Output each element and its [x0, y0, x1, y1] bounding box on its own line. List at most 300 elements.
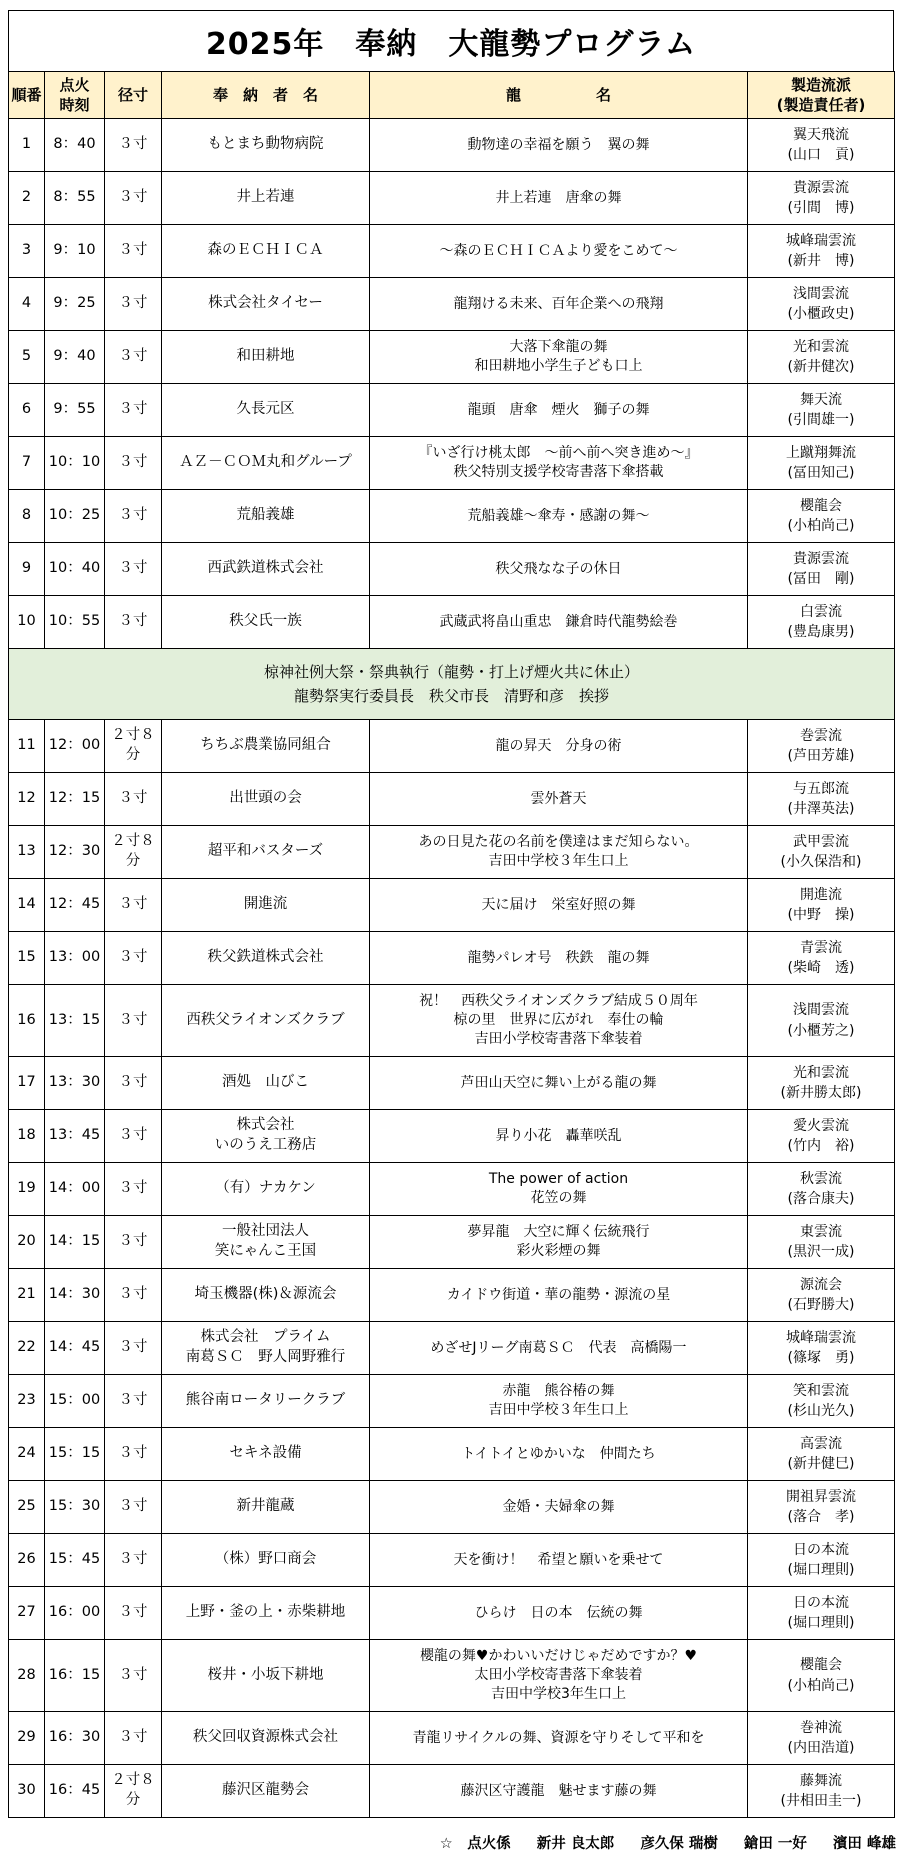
cell-maker-line: (竹内 裕): [787, 1138, 855, 1154]
cell-size: ３寸: [105, 490, 162, 543]
cell-maker-line: (小柏尚己): [787, 518, 855, 534]
cell-donor: [162, 932, 370, 985]
cell-donor-line: 和田耕地: [236, 348, 295, 365]
cell-dragon: [370, 543, 748, 596]
cell-maker-line: 城峰瑞雲流: [786, 1329, 856, 1346]
cell-maker: [748, 1269, 895, 1322]
cell-maker-line: (山口 貢): [787, 147, 855, 163]
cell-maker: [748, 119, 895, 172]
cell-maker-line: (小櫃芳之): [787, 1022, 855, 1039]
cell-size: ３寸: [105, 1375, 162, 1428]
cell-dragon-line: 天に届け 栄室好照の舞: [481, 896, 636, 913]
cell-donor-line: 西秩父ライオンズクラブ: [186, 1011, 345, 1028]
cell-dragon: [370, 1269, 748, 1322]
cell-maker-line: 巻神流: [800, 1719, 842, 1736]
cell-maker-line: 舞天流: [800, 391, 842, 408]
cell-dragon-line: 荒船義雄～傘寿・感謝の舞～: [467, 507, 650, 524]
program-table: [8, 71, 895, 1818]
cell-size: ３寸: [105, 1322, 162, 1375]
cell-maker: [748, 1534, 895, 1587]
header-donor: 奉 納 者 名: [162, 72, 370, 119]
program-row: [9, 720, 895, 773]
cell-donor-line: 笑にゃんこ王国: [214, 1243, 317, 1259]
cell-dragon-line: 祝！ 西秩父ライオンズクラブ結成５０周年: [419, 993, 698, 1010]
cell-size: ３寸: [105, 1712, 162, 1765]
cell-donor: [162, 1163, 370, 1216]
cell-size: ３寸: [105, 1216, 162, 1269]
cell-dragon: [370, 1765, 748, 1818]
cell-maker-line: 源流会: [800, 1276, 842, 1293]
cell-dragon-line: 動物達の幸福を願う 翼の舞: [467, 136, 650, 153]
program-row: [9, 1110, 895, 1163]
cell-donor-line: 超平和バスターズ: [207, 843, 324, 860]
cell-dragon: [370, 985, 748, 1057]
cell-donor-line: 開進流: [243, 896, 288, 913]
program-row: [9, 1712, 895, 1765]
cell-time: 14：00: [45, 1163, 105, 1216]
header-dragon: 龍 名: [370, 72, 748, 119]
cell-maker: [748, 879, 895, 932]
cell-donor: [162, 1640, 370, 1712]
cell-maker-line: (堀口理則): [787, 1562, 855, 1578]
cell-donor-line: 株式会社タイセー: [208, 295, 323, 312]
cell-dragon-line: トイトイとゆかいな 仲間たち: [461, 1445, 656, 1462]
cell-maker: [748, 596, 895, 649]
cell-dragon-line: めざせJリーグ南葛ＳＣ 代表 高橋陽一: [430, 1339, 687, 1356]
cell-maker-line: 秋雲流: [800, 1170, 842, 1187]
cell-dragon-line: 雲外蒼天: [530, 790, 587, 807]
cell-maker: [748, 1110, 895, 1163]
cell-donor-line: セキネ設備: [229, 1445, 302, 1462]
program-row: [9, 985, 895, 1057]
cell-size: ３寸: [105, 331, 162, 384]
cell-donor: [162, 720, 370, 773]
cell-time: 15：15: [45, 1428, 105, 1481]
cell-no: 24: [9, 1428, 45, 1481]
cell-time: 15：30: [45, 1481, 105, 1534]
cell-maker: [748, 1375, 895, 1428]
cell-time: 10：10: [45, 437, 105, 490]
cell-dragon-line: 昇り小花 轟華咲乱: [495, 1127, 622, 1144]
cell-size: ３寸: [105, 225, 162, 278]
cell-no: 4: [9, 278, 45, 331]
cell-size: ３寸: [105, 1057, 162, 1110]
cell-no: 13: [9, 826, 45, 879]
cell-maker-line: 浅間雲流: [793, 285, 849, 302]
cell-maker-line: 城峰瑞雲流: [786, 232, 856, 249]
cell-time: 12：00: [45, 720, 105, 773]
program-row: [9, 879, 895, 932]
cell-dragon: [370, 1428, 748, 1481]
program-row: [9, 384, 895, 437]
cell-dragon-line: 大落下傘龍の舞: [509, 339, 608, 356]
cell-no: 22: [9, 1322, 45, 1375]
cell-maker-line: 光和雲流: [793, 1064, 849, 1081]
cell-donor: [162, 1322, 370, 1375]
cell-maker: [748, 437, 895, 490]
header-maker: [748, 72, 895, 119]
cell-donor: [162, 331, 370, 384]
program-row: [9, 1428, 895, 1481]
cell-size: ３寸: [105, 1163, 162, 1216]
cell-size: ２寸８分: [105, 720, 162, 773]
cell-donor: [162, 172, 370, 225]
cell-maker-line: (芦田芳雄): [787, 748, 855, 764]
cell-dragon-line: 秩父特別支援学校寄書落下傘搭載: [453, 464, 664, 480]
cell-no: 23: [9, 1375, 45, 1428]
cell-dragon-line: 和田耕地小学生子ども口上: [474, 358, 643, 374]
cell-maker-line: (新井健次): [787, 359, 855, 375]
header-time-line: 点火: [59, 75, 90, 94]
program-row: [9, 1640, 895, 1712]
cell-maker-line: 与五郎流: [793, 780, 849, 797]
cell-maker-line: 貴源雲流: [793, 550, 849, 567]
cell-maker: [748, 172, 895, 225]
ceremony-break: [9, 649, 895, 720]
cell-maker: [748, 1428, 895, 1481]
cell-donor: [162, 596, 370, 649]
cell-maker-line: (冨田知己): [787, 465, 855, 481]
cell-maker-line: (新井勝太郎): [780, 1085, 862, 1101]
cell-maker-line: 藤舞流: [800, 1772, 842, 1789]
program-row: [9, 1057, 895, 1110]
cell-no: 21: [9, 1269, 45, 1322]
cell-dragon-line: 武蔵武将畠山重忠 鎌倉時代龍勢絵巻: [439, 613, 678, 630]
cell-no: 11: [9, 720, 45, 773]
cell-donor-line: 桜井・小坂下耕地: [207, 1666, 324, 1683]
header-maker-line: 製造流派: [790, 75, 851, 94]
cell-dragon: [370, 932, 748, 985]
cell-time: 13：30: [45, 1057, 105, 1110]
cell-maker-line: 武甲雲流: [793, 833, 849, 850]
cell-maker-line: (柴崎 透): [787, 960, 855, 976]
program-row: [9, 1269, 895, 1322]
cell-no: 30: [9, 1765, 45, 1818]
cell-maker-line: (引間 博): [787, 200, 855, 216]
cell-donor-line: 一般社団法人: [222, 1223, 309, 1240]
cell-maker-line: (落合康夫): [787, 1191, 855, 1207]
cell-donor-line: 秩父回収資源株式会社: [193, 1729, 338, 1746]
header-time-line: 時刻: [59, 96, 90, 114]
program-row: [9, 1216, 895, 1269]
program-row: [9, 1322, 895, 1375]
cell-donor-line: 南葛ＳＣ 野人岡野雅行: [185, 1349, 346, 1365]
cell-maker-line: 開祖昇雲流: [786, 1488, 856, 1505]
program-row: [9, 773, 895, 826]
cell-maker: [748, 490, 895, 543]
cell-maker-line: (豊島康男): [787, 624, 855, 640]
cell-donor-line: いのうえ工務店: [214, 1137, 317, 1153]
program-row: [9, 172, 895, 225]
cell-dragon-line: 櫻龍の舞♥かわいいだけじゃだめですか？♥: [419, 1648, 698, 1665]
program-row: [9, 543, 895, 596]
cell-time: 15：00: [45, 1375, 105, 1428]
cell-size: ３寸: [105, 932, 162, 985]
break-row: [9, 649, 895, 720]
cell-no: 19: [9, 1163, 45, 1216]
cell-no: 20: [9, 1216, 45, 1269]
cell-donor-line: ちちぶ農業協同組合: [200, 737, 331, 754]
cell-dragon-line: 龍の昇天 分身の術: [495, 737, 622, 754]
cell-maker: [748, 1163, 895, 1216]
cell-maker: [748, 1481, 895, 1534]
cell-dragon: [370, 331, 748, 384]
cell-dragon-line: 太田小学校寄書落下傘装着: [474, 1667, 643, 1684]
cell-donor-line: （有）ナカケン: [215, 1180, 316, 1197]
cell-dragon-line: 夢昇龍 大空に輝く伝統飛行: [467, 1224, 650, 1241]
cell-dragon-line: 藤沢区守護龍 魅せます藤の舞: [460, 1782, 657, 1799]
cell-donor: [162, 1587, 370, 1640]
program-row: [9, 331, 895, 384]
cell-no: 25: [9, 1481, 45, 1534]
cell-time: 15：45: [45, 1534, 105, 1587]
footer-name: 新井 良太郎: [536, 1836, 615, 1852]
cell-dragon-line: 吉田中学校３年生口上: [488, 853, 629, 869]
program-row: [9, 932, 895, 985]
cell-time: 14：15: [45, 1216, 105, 1269]
cell-donor-line: 熊谷南ロータリークラブ: [185, 1392, 346, 1409]
cell-no: 5: [9, 331, 45, 384]
cell-donor-line: 上野・釜の上・赤柴耕地: [185, 1604, 346, 1621]
cell-time: 12：45: [45, 879, 105, 932]
cell-dragon: [370, 1712, 748, 1765]
cell-size: ２寸８分: [105, 826, 162, 879]
cell-maker-line: 日の本流: [793, 1594, 849, 1611]
cell-dragon-line: ひらけ 日の本 伝統の舞: [474, 1604, 643, 1621]
cell-dragon-line: 龍勢パレオ号 秩鉄 龍の舞: [467, 949, 650, 966]
cell-dragon-line: 龍翔ける未来、百年企業への飛翔: [453, 295, 664, 312]
cell-size: ３寸: [105, 1587, 162, 1640]
program-row: [9, 1534, 895, 1587]
cell-size: ３寸: [105, 1428, 162, 1481]
cell-donor-line: 井上若連: [236, 189, 295, 206]
cell-donor: [162, 1712, 370, 1765]
cell-donor-line: 森のＥＣＨＩＣＡ: [207, 242, 324, 259]
cell-size: ３寸: [105, 172, 162, 225]
cell-dragon: [370, 119, 748, 172]
cell-dragon: [370, 773, 748, 826]
cell-dragon-line: 吉田中学校３年生口上: [488, 1402, 629, 1418]
cell-donor-line: もとまち動物病院: [207, 136, 324, 153]
program-row: [9, 437, 895, 490]
program-row: [9, 1765, 895, 1818]
cell-size: ３寸: [105, 773, 162, 826]
program-row: [9, 826, 895, 879]
cell-donor: [162, 543, 370, 596]
cell-no: 29: [9, 1712, 45, 1765]
cell-dragon: [370, 1216, 748, 1269]
cell-maker-line: (堀口理則): [787, 1615, 855, 1631]
cell-maker-line: 高雲流: [800, 1435, 842, 1452]
cell-time: 8：55: [45, 172, 105, 225]
program-row: [9, 278, 895, 331]
cell-donor-line: 新井龍蔵: [236, 1498, 295, 1515]
cell-maker: [748, 1322, 895, 1375]
cell-maker-line: (落合 孝): [787, 1509, 855, 1525]
cell-size: ３寸: [105, 1481, 162, 1534]
cell-no: 26: [9, 1534, 45, 1587]
cell-maker-line: (中野 操): [787, 907, 855, 923]
cell-time: 9：40: [45, 331, 105, 384]
cell-dragon-line: 吉田中学校3年生口上: [491, 1685, 626, 1702]
cell-no: 8: [9, 490, 45, 543]
cell-donor: [162, 225, 370, 278]
cell-dragon: [370, 720, 748, 773]
cell-maker: [748, 985, 895, 1057]
header-no: 順番: [9, 72, 45, 119]
cell-donor: [162, 985, 370, 1057]
cell-time: 9：55: [45, 384, 105, 437]
cell-time: 14：30: [45, 1269, 105, 1322]
cell-time: 16：00: [45, 1587, 105, 1640]
cell-dragon-line: あの日見た花の名前を僕達はまだ知らない。: [418, 834, 699, 851]
cell-donor-line: 荒船義雄: [236, 507, 295, 524]
cell-size: ３寸: [105, 437, 162, 490]
cell-maker-line: (冨田 剛): [787, 571, 855, 587]
cell-maker-line: (引間雄一): [787, 412, 855, 428]
cell-maker: [748, 278, 895, 331]
cell-maker-line: 光和雲流: [793, 338, 849, 355]
cell-dragon: [370, 1163, 748, 1216]
cell-no: 28: [9, 1640, 45, 1712]
cell-maker-line: 東雲流: [800, 1223, 842, 1240]
cell-size: ２寸８分: [105, 1765, 162, 1818]
cell-no: 10: [9, 596, 45, 649]
cell-maker-line: 櫻龍会: [800, 1657, 842, 1674]
cell-maker-line: 翼天飛流: [793, 126, 849, 143]
cell-time: 10：40: [45, 543, 105, 596]
cell-dragon-line: 井上若連 唐傘の舞: [495, 189, 622, 206]
cell-donor: [162, 1534, 370, 1587]
cell-donor: [162, 1057, 370, 1110]
cell-no: 14: [9, 879, 45, 932]
cell-time: 12：30: [45, 826, 105, 879]
cell-size: ３寸: [105, 1269, 162, 1322]
cell-donor-line: 秩父氏一族: [229, 613, 302, 630]
cell-maker-line: 青雲流: [800, 939, 842, 956]
cell-size: ３寸: [105, 119, 162, 172]
cell-donor-line: 藤沢区龍勢会: [222, 1782, 309, 1799]
cell-maker-line: (井澤英法): [787, 801, 855, 817]
page-title: 2025年 奉納 大龍勢プログラム: [8, 10, 894, 72]
cell-dragon: [370, 879, 748, 932]
cell-maker: [748, 1712, 895, 1765]
cell-donor: [162, 1375, 370, 1428]
cell-donor: [162, 826, 370, 879]
cell-dragon: [370, 1534, 748, 1587]
cell-maker: [748, 1057, 895, 1110]
cell-dragon: [370, 1587, 748, 1640]
cell-donor: [162, 119, 370, 172]
cell-donor-line: 埼玉機器(株)＆源流会: [194, 1286, 337, 1303]
cell-dragon-line: 花笠の舞: [530, 1190, 587, 1206]
cell-dragon-line: 芦田山天空に舞い上がる龍の舞: [460, 1074, 657, 1091]
cell-dragon-line: 金婚・夫婦傘の舞: [502, 1498, 615, 1515]
cell-maker: [748, 720, 895, 773]
header-size: 径寸: [105, 72, 162, 119]
cell-maker-line: (篠塚 勇): [787, 1350, 855, 1366]
cell-maker-line: 浅間雲流: [793, 1002, 849, 1019]
cell-time: 8：40: [45, 119, 105, 172]
cell-maker: [748, 1640, 895, 1712]
cell-no: 27: [9, 1587, 45, 1640]
cell-size: ３寸: [105, 985, 162, 1057]
cell-maker-line: (杉山光久): [787, 1403, 855, 1419]
cell-donor: [162, 278, 370, 331]
cell-donor-line: （株）野口商会: [214, 1551, 317, 1568]
cell-dragon: [370, 1481, 748, 1534]
cell-dragon: [370, 384, 748, 437]
cell-dragon-line: The power of action: [488, 1171, 629, 1188]
cell-donor: [162, 1481, 370, 1534]
cell-maker-line: (小櫃政史): [787, 306, 855, 322]
cell-maker-line: 白雲流: [800, 603, 842, 620]
cell-maker: [748, 1216, 895, 1269]
break-line: 龍勢祭実行委員長 秩父市長 清野和彦 挨拶: [293, 687, 609, 705]
cell-time: 10：55: [45, 596, 105, 649]
cell-time: 16：45: [45, 1765, 105, 1818]
cell-dragon-line: 彩火彩煙の舞: [516, 1243, 601, 1259]
igniter-footer: [300, 1832, 898, 1853]
cell-maker-line: (小久保浩和): [780, 854, 862, 870]
footer-name: 濱田 峰雄: [832, 1836, 896, 1852]
cell-dragon: [370, 826, 748, 879]
cell-time: 9：10: [45, 225, 105, 278]
cell-time: 9：25: [45, 278, 105, 331]
cell-maker-line: (内田浩道): [787, 1740, 855, 1756]
cell-donor-line: 久長元区: [236, 401, 295, 418]
cell-maker-line: (井相田圭一): [780, 1793, 862, 1809]
cell-dragon: [370, 437, 748, 490]
cell-dragon-line: ～森のＥＣＨＩＣＡより愛をこめて～: [439, 242, 678, 259]
cell-dragon: [370, 596, 748, 649]
cell-donor-line: 株式会社 プライム: [200, 1329, 331, 1346]
cell-maker-line: (新井 博): [787, 253, 855, 269]
cell-dragon: [370, 1375, 748, 1428]
cell-maker-line: 貴源雲流: [793, 179, 849, 196]
cell-maker-line: 日の本流: [793, 1541, 849, 1558]
cell-dragon-line: 椋の里 世界に広がれ 奉仕の輪: [453, 1012, 664, 1029]
cell-donor: [162, 1765, 370, 1818]
cell-no: 6: [9, 384, 45, 437]
cell-donor-line: 秩父鉄道株式会社: [207, 949, 324, 966]
cell-time: 16：15: [45, 1640, 105, 1712]
cell-size: ３寸: [105, 384, 162, 437]
cell-no: 16: [9, 985, 45, 1057]
cell-maker-line: 巻雲流: [800, 727, 842, 744]
cell-no: 1: [9, 119, 45, 172]
cell-dragon-line: 秩父飛なな子の休日: [495, 560, 622, 577]
header-time: [45, 72, 105, 119]
footer-name: 彦久保 瑞樹: [640, 1836, 718, 1852]
cell-maker-line: (黒沢一成): [787, 1244, 855, 1260]
program-row: [9, 490, 895, 543]
cell-no: 9: [9, 543, 45, 596]
program-row: [9, 1481, 895, 1534]
program-row: [9, 1587, 895, 1640]
cell-no: 7: [9, 437, 45, 490]
cell-maker-line: (新井健巳): [787, 1456, 855, 1472]
footer-name: 鎗田 一好: [743, 1836, 807, 1852]
cell-donor: [162, 437, 370, 490]
program-row: [9, 596, 895, 649]
program-row: [9, 225, 895, 278]
afternoon-rows: [9, 720, 895, 1818]
cell-maker-line: 上蹴翔舞流: [786, 444, 856, 461]
cell-donor-line: 西武鉄道株式会社: [207, 560, 324, 577]
cell-donor: [162, 1110, 370, 1163]
cell-donor: [162, 490, 370, 543]
